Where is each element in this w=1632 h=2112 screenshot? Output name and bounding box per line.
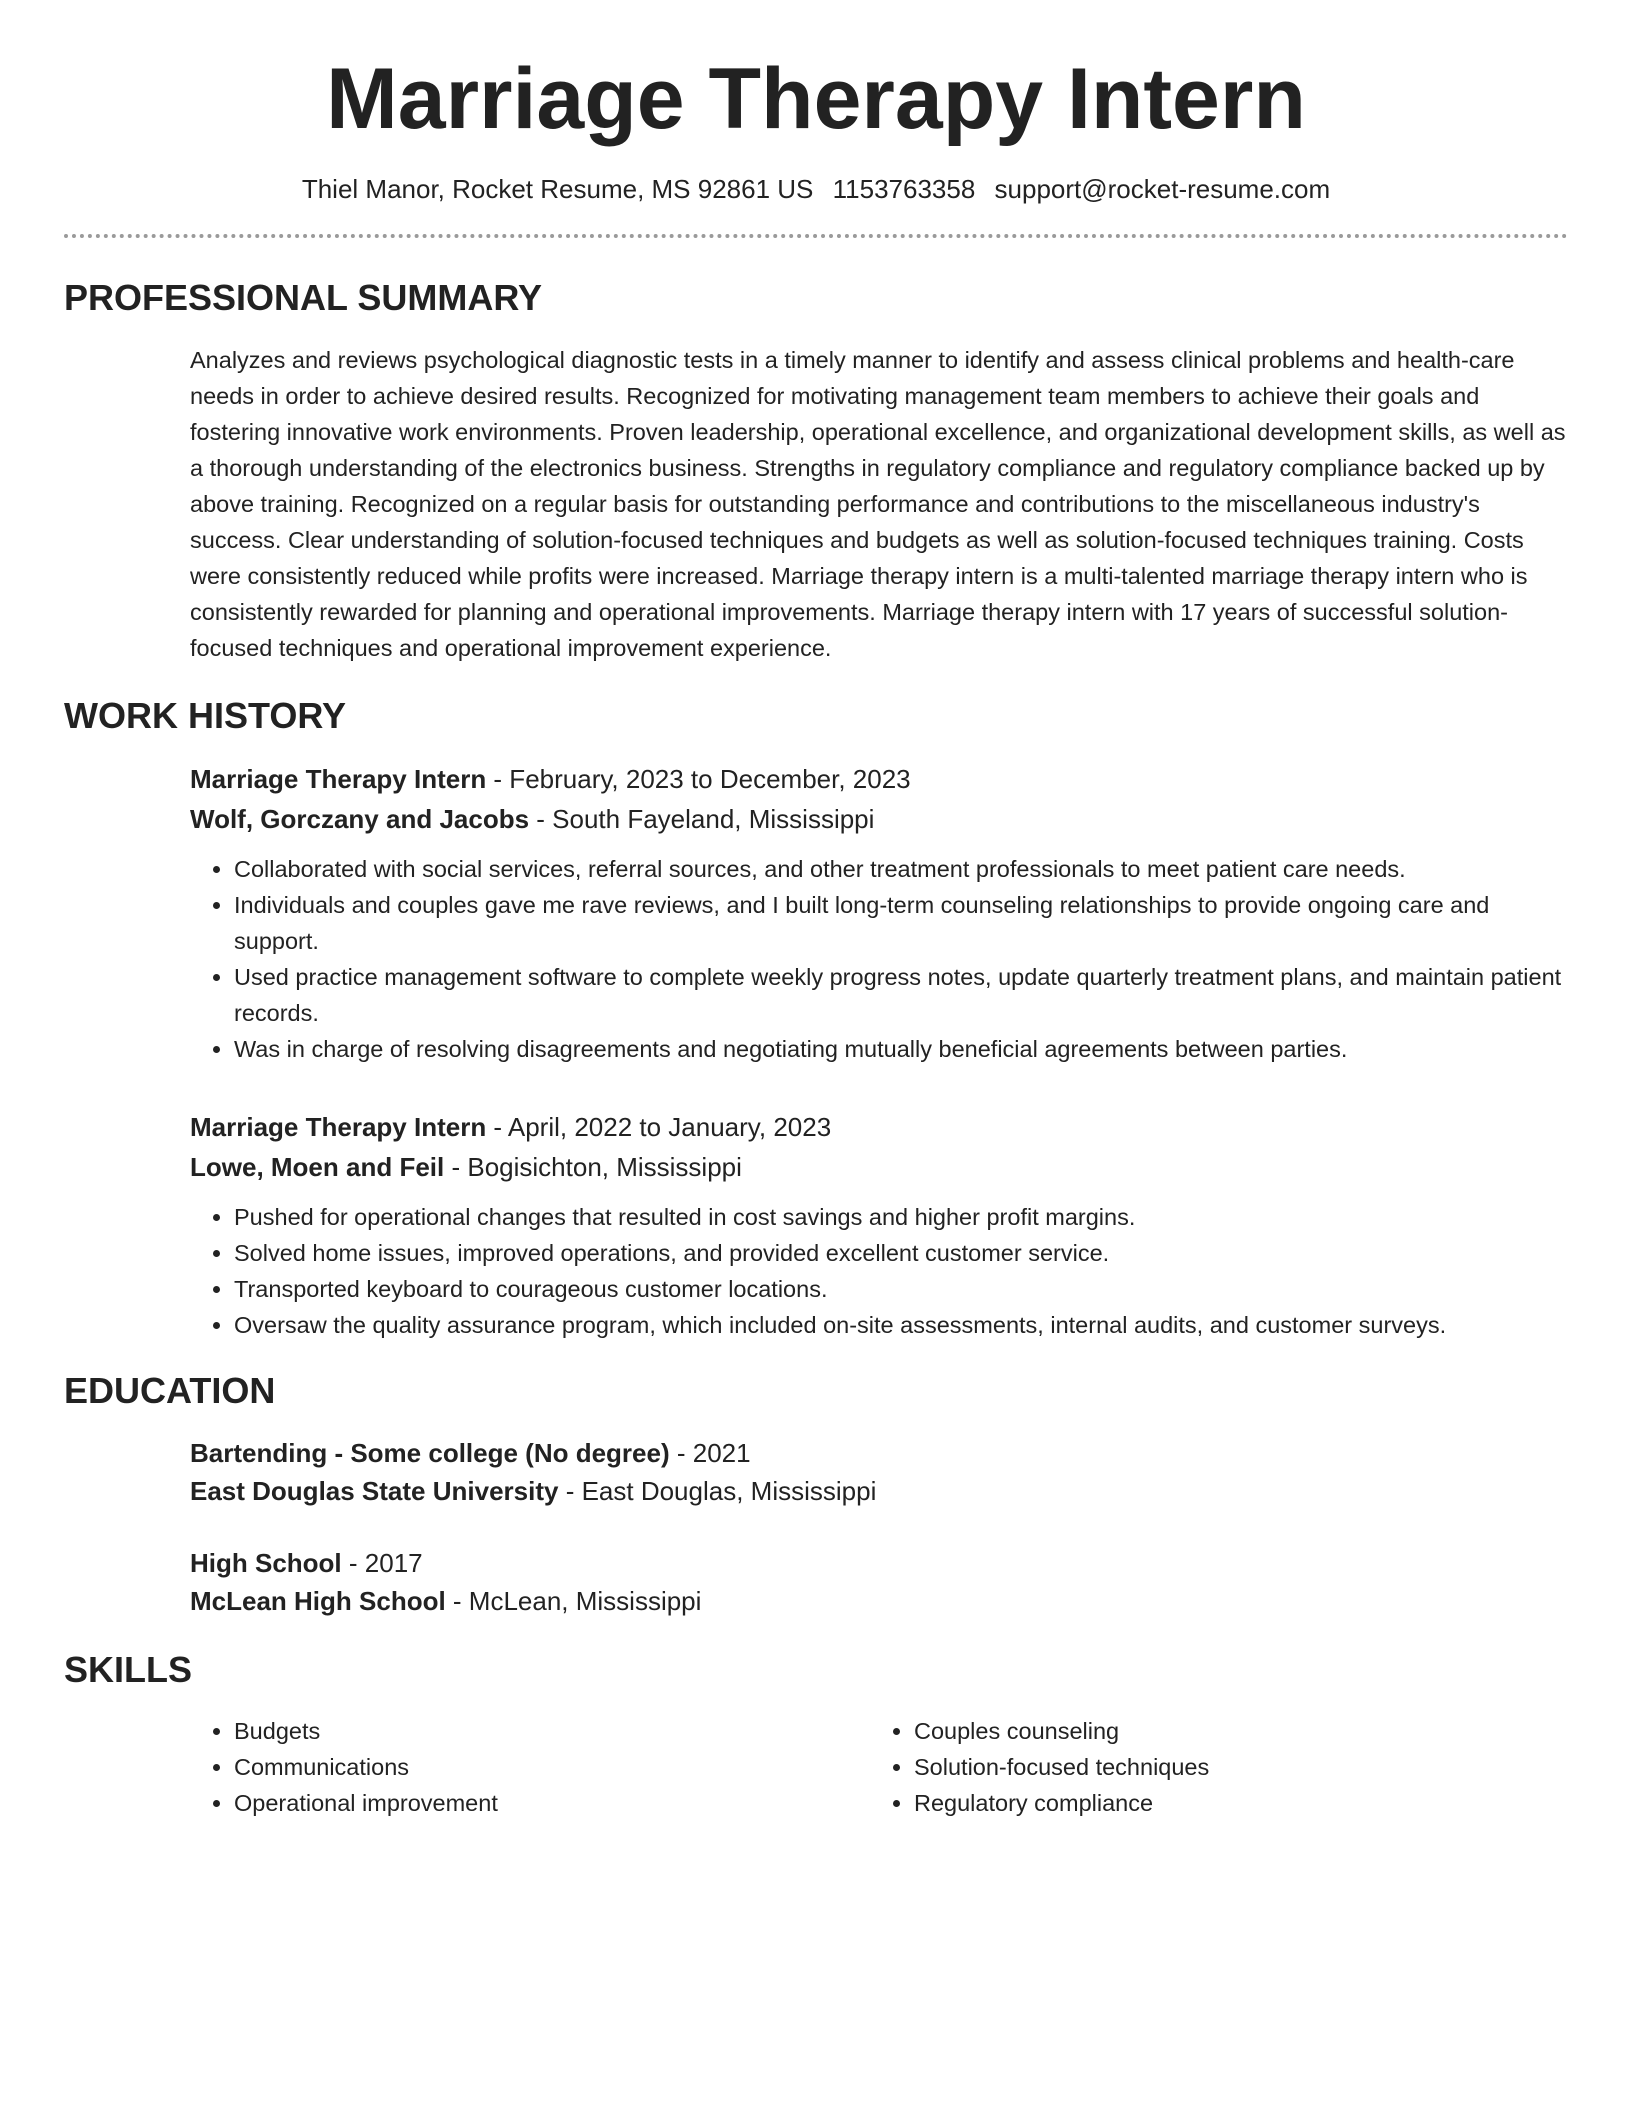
job-dates: - April, 2022 to January, 2023 [486, 1111, 832, 1142]
school-name: East Douglas State University [190, 1475, 559, 1506]
resume-header [64, 0, 1568, 206]
job-entry [190, 759, 1568, 1067]
school-line [190, 1472, 1568, 1510]
list-item: • Oversaw the quality assurance program, which included on-site assessments, internal audits, and customer surveys. [234, 1307, 1568, 1343]
skills-column-left [190, 1713, 870, 1821]
skill-item: • Operational improvement [234, 1785, 870, 1821]
summary-text: Analyzes and reviews psychological diagnostic tests in a timely manner to identify and assess clinical problems and health-care needs in order to achieve desired results. Recognized for motivating management team members to achieve their goals and fostering innovative work environments. Proven leadership, operational excellence, and organizational development skills, as well as a thorough understanding of the electronics business. Strengths in regulatory compliance and regulatory compliance backed up by above training. Recognized on a regular basis for outstanding performance and contributions to the miscellaneous industry's success. Clear understanding of solution-focused techniques and budgets as well as solution-focused techniques training. Costs were consistently reduced while profits were increased. Marriage therapy intern is a multi-talented marriage therapy intern who is consistently rewarded for planning and operational improvements. Marriage therapy intern with 17 years of successful solution-focused techniques and operational improvement experience. [190, 346, 1566, 661]
job-company-line [190, 799, 1568, 839]
school-name: McLean High School [190, 1585, 446, 1616]
skill-item: • Couples counseling [914, 1713, 1550, 1749]
job-role: Marriage Therapy Intern [190, 763, 487, 794]
education-heading: EDUCATION [64, 1369, 276, 1411]
work-history-heading: WORK HISTORY [64, 694, 347, 736]
job-company-line [190, 1147, 1568, 1187]
summary-section [64, 276, 1568, 665]
education-section [64, 1369, 1568, 1620]
school-location: - East Douglas, Mississippi [558, 1475, 877, 1506]
contact-address: Thiel Manor, Rocket Resume, MS 92861 US [301, 173, 814, 204]
school-line [190, 1582, 1568, 1620]
header-divider [64, 234, 1568, 238]
list-item: • Was in charge of resolving disagreements and negotiating mutually beneficial agreements between parties. [234, 1031, 1568, 1067]
job-entry [190, 1107, 1568, 1343]
candidate-name: Marriage Therapy Intern [326, 51, 1306, 147]
skill-item: • Budgets [234, 1713, 870, 1749]
degree-line [190, 1434, 1568, 1472]
skills-grid [190, 1713, 1550, 1821]
list-item: • Pushed for operational changes that resulted in cost savings and higher profit margins. [234, 1199, 1568, 1235]
education-entry [190, 1544, 1568, 1620]
list-item: • Individuals and couples gave me rave reviews, and I built long-term counseling relationships to provide ongoing care and support. [234, 887, 1568, 959]
list-item: • Used practice management software to complete weekly progress notes, update quarterly treatment plans, and maintain patient records. [234, 959, 1568, 1031]
degree-line [190, 1544, 1568, 1582]
skill-item: • Solution-focused techniques [914, 1749, 1550, 1785]
skill-item: • Communications [234, 1749, 870, 1785]
job-bullets [190, 851, 1568, 1067]
job-location: - Bogisichton, Mississippi [444, 1151, 742, 1182]
degree-name: High School [190, 1547, 342, 1578]
job-company: Wolf, Gorczany and Jacobs [190, 803, 530, 834]
skills-section [64, 1648, 1568, 1821]
job-dates: - February, 2023 to December, 2023 [486, 763, 911, 794]
job-title-line [190, 759, 1568, 799]
list-item: • Transported keyboard to courageous customer locations. [234, 1271, 1568, 1307]
job-company: Lowe, Moen and Feil [190, 1151, 445, 1182]
degree-name: Bartending - Some college (No degree) [190, 1437, 670, 1468]
skills-heading: SKILLS [64, 1648, 193, 1690]
list-item: • Solved home issues, improved operations, and provided excellent customer service. [234, 1235, 1568, 1271]
list-item: • Collaborated with social services, referral sources, and other treatment professionals to meet patient care needs. [234, 851, 1568, 887]
skill-item: • Regulatory compliance [914, 1785, 1550, 1821]
contact-email: support@rocket-resume.com [994, 173, 1331, 204]
job-role: Marriage Therapy Intern [190, 1111, 487, 1142]
degree-year: - 2017 [341, 1547, 423, 1578]
skills-column-right [870, 1713, 1550, 1821]
education-entry [190, 1434, 1568, 1510]
degree-year: - 2021 [669, 1437, 751, 1468]
contact-line [64, 173, 1568, 207]
contact-phone: 1153763358 [832, 173, 976, 204]
job-bullets [190, 1199, 1568, 1343]
job-location: - South Fayeland, Mississippi [529, 803, 875, 834]
work-history-section [64, 694, 1568, 1343]
summary-heading: PROFESSIONAL SUMMARY [64, 277, 543, 319]
school-location: - McLean, Mississippi [445, 1585, 702, 1616]
job-title-line [190, 1107, 1568, 1147]
